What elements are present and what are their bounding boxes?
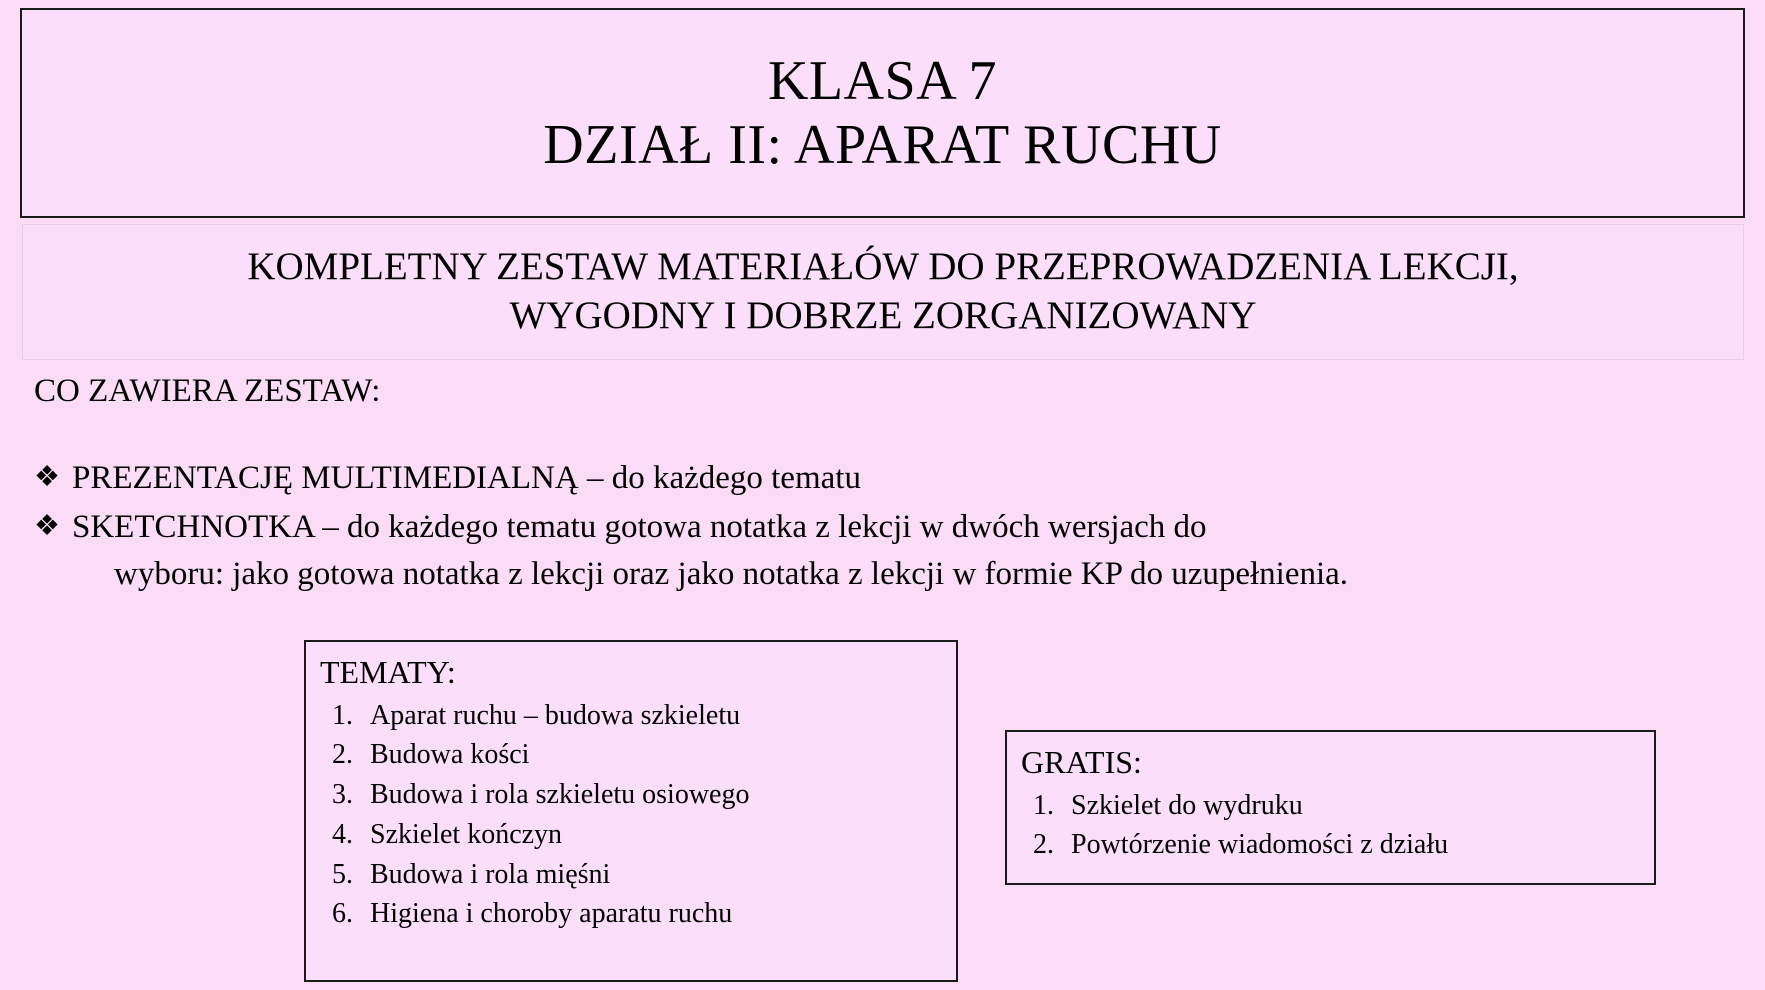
bullet-text: [72, 504, 1724, 598]
list-item-number: 3.: [332, 779, 353, 811]
title-line-2: DZIAŁ II: APARAT RUCHU: [543, 114, 1222, 176]
tematy-list: [320, 696, 942, 935]
title-line-1: KLASA 7: [767, 49, 998, 112]
diamond-bullet-icon: ❖: [34, 461, 60, 493]
bullet-text-line-2: wyboru: jako gotowa notatka z lekcji oraz jako notatka z lekcji w formie KP do uzupełnienia.: [114, 555, 1349, 592]
list-item-label: Szkielet do wydruku: [1071, 789, 1303, 821]
list-item: [320, 815, 942, 855]
contains-label: CO ZAWIERA ZESTAW:: [34, 373, 381, 409]
bullet-text: PREZENTACJĘ MULTIMEDIALNĄ – do każdego tematu: [72, 460, 861, 496]
list-item-number: 1.: [1033, 789, 1054, 821]
list-item-number: 5.: [332, 858, 353, 890]
bullet-list: [34, 455, 1724, 600]
list-item-label: Powtórzenie wiadomości z działu: [1071, 829, 1449, 861]
list-item-label: Budowa i rola szkieletu osiowego: [370, 779, 750, 811]
list-item-label: Higiena i choroby aparatu ruchu: [370, 898, 733, 930]
list-item-number: 6.: [332, 898, 353, 930]
bullet-text-line-1: SKETCHNOTKA – do każdego tematu gotowa notatka z lekcji w dwóch wersjach do: [72, 508, 1207, 545]
subtitle-line-2: WYGODNY I DOBRZE ZORGANIZOWANY: [509, 294, 1257, 337]
list-item-number: 2.: [332, 739, 353, 771]
title-box: [20, 8, 1745, 218]
list-item-label: Szkielet kończyn: [370, 818, 563, 850]
list-item: [1021, 825, 1640, 865]
list-item-label: Budowa i rola mięśni: [370, 858, 611, 890]
list-item: [34, 455, 1724, 502]
list-item: [320, 735, 942, 775]
list-item-label: Aparat ruchu – budowa szkieletu: [370, 699, 741, 731]
gratis-list: [1021, 786, 1640, 866]
list-item: [320, 894, 942, 934]
list-item-number: 2.: [1033, 829, 1054, 861]
subtitle-box: [22, 224, 1744, 360]
list-item-label: Budowa kości: [370, 739, 530, 771]
gratis-heading: GRATIS:: [1021, 744, 1142, 780]
list-item: [320, 696, 942, 736]
tematy-box: [304, 640, 958, 982]
list-item: [1021, 786, 1640, 826]
gratis-box: [1005, 730, 1656, 885]
list-item-number: 1.: [332, 699, 353, 731]
subtitle-line-1: KOMPLETNY ZESTAW MATERIAŁÓW DO PRZEPROWADZENIA LEKCJI,: [247, 245, 1519, 289]
list-item: [320, 855, 942, 895]
list-item: [34, 504, 1724, 598]
tematy-heading: TEMATY:: [320, 654, 456, 690]
diamond-bullet-icon: ❖: [34, 509, 60, 542]
list-item-number: 4.: [332, 818, 353, 850]
list-item: [320, 775, 942, 815]
